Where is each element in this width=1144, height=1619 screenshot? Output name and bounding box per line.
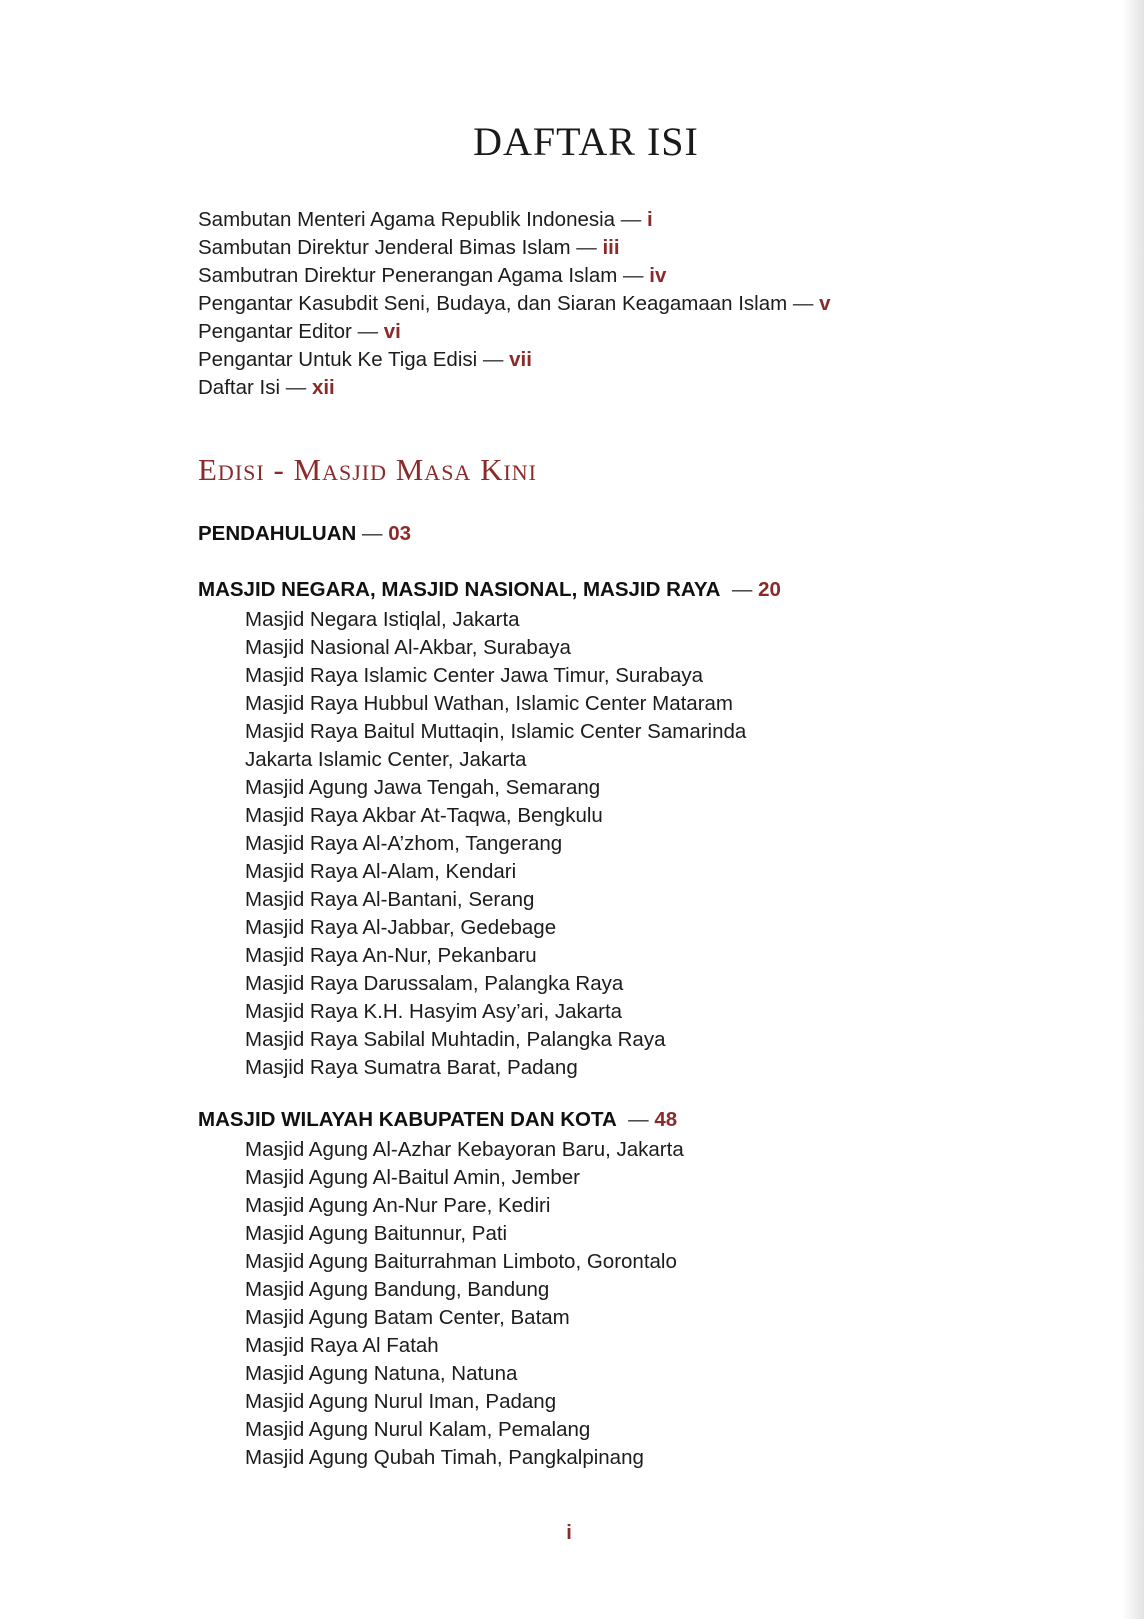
- list-item[interactable]: Masjid Agung Qubah Timah, Pangkalpinang: [245, 1446, 644, 1469]
- toc-entry[interactable]: Pengantar Untuk Ke Tiga Edisi — vii: [198, 348, 532, 371]
- list-item[interactable]: Masjid Raya Baitul Muttaqin, Islamic Center Samarinda: [245, 720, 747, 743]
- toc-page-number: vi: [383, 320, 401, 343]
- page-title: DAFTAR ISI: [473, 119, 699, 164]
- list-item[interactable]: Jakarta Islamic Center, Jakarta: [245, 748, 527, 771]
- section-page-number: 03: [388, 522, 412, 545]
- section-pendahuluan[interactable]: PENDAHULUAN — 03: [198, 522, 412, 545]
- list-item[interactable]: Masjid Agung Batam Center, Batam: [245, 1306, 570, 1329]
- list-item[interactable]: Masjid Agung Natuna, Natuna: [245, 1362, 518, 1385]
- list-item[interactable]: Masjid Raya Sumatra Barat, Padang: [245, 1056, 578, 1079]
- list-item[interactable]: Masjid Raya Al-Alam, Kendari: [245, 860, 517, 883]
- toc-entry-label: Sambutan Direktur Jenderal Bimas Islam: [198, 236, 571, 259]
- section-label: MASJID NEGARA, MASJID NASIONAL, MASJID RAYA: [198, 578, 721, 601]
- section-page-number: 48: [654, 1108, 678, 1131]
- toc-page-number: iv: [649, 264, 667, 287]
- list-item[interactable]: Masjid Agung Baiturrahman Limboto, Gorontalo: [245, 1250, 677, 1273]
- list-item[interactable]: Masjid Agung Al-Azhar Kebayoran Baru, Jakarta: [245, 1138, 684, 1161]
- section-label: MASJID WILAYAH KABUPATEN DAN KOTA: [198, 1108, 617, 1131]
- toc-entry[interactable]: Daftar Isi — xii: [198, 376, 335, 399]
- section-page-number: 20: [758, 578, 781, 601]
- toc-entry[interactable]: Sambutan Direktur Jenderal Bimas Islam — iii: [198, 236, 620, 259]
- toc-entry-label: Sambutan Menteri Agama Republik Indonesia: [198, 208, 616, 231]
- section-masjid-wilayah[interactable]: MASJID WILAYAH KABUPATEN DAN KOTA — 48: [198, 1108, 678, 1131]
- section-label: PENDAHULUAN: [198, 522, 357, 545]
- front-matter-list: [198, 206, 831, 402]
- toc-page-number: vii: [509, 348, 532, 371]
- list-item[interactable]: Masjid Raya Al-Bantani, Serang: [245, 888, 535, 911]
- list-item[interactable]: Masjid Raya An-Nur, Pekanbaru: [245, 944, 537, 967]
- toc-entry[interactable]: Sambutran Direktur Penerangan Agama Islam — iv: [198, 264, 667, 287]
- section2-entries: [245, 1136, 684, 1472]
- list-item[interactable]: Masjid Raya Al-A’zhom, Tangerang: [245, 832, 563, 855]
- list-item[interactable]: Masjid Raya Al-Jabbar, Gedebage: [245, 916, 557, 939]
- toc-entry-label: Daftar Isi: [198, 376, 281, 399]
- toc-entry[interactable]: Pengantar Kasubdit Seni, Budaya, dan Siaran Keagamaan Islam — v: [198, 292, 831, 315]
- list-item[interactable]: Masjid Raya Al Fatah: [245, 1334, 439, 1357]
- section1-entries: [245, 606, 746, 1082]
- toc-entry-label: Pengantar Kasubdit Seni, Budaya, dan Siaran Keagamaan Islam: [198, 292, 788, 315]
- toc-entry-label: Pengantar Editor: [198, 320, 352, 343]
- list-item[interactable]: Masjid Agung Baitunnur, Pati: [245, 1222, 508, 1245]
- list-item[interactable]: Masjid Raya Hubbul Wathan, Islamic Center Mataram: [245, 692, 734, 715]
- list-item[interactable]: Masjid Agung Bandung, Bandung: [245, 1278, 550, 1301]
- toc-page-number: i: [647, 208, 653, 231]
- toc-page-number: iii: [602, 236, 620, 259]
- toc-entry[interactable]: Pengantar Editor — vi: [198, 320, 401, 343]
- list-item[interactable]: Masjid Nasional Al-Akbar, Surabaya: [245, 636, 571, 659]
- page-number: i: [566, 1522, 572, 1544]
- list-item[interactable]: Masjid Raya Akbar At-Taqwa, Bengkulu: [245, 804, 603, 827]
- list-item[interactable]: Masjid Raya Islamic Center Jawa Timur, Surabaya: [245, 664, 704, 687]
- list-item[interactable]: Masjid Agung Jawa Tengah, Semarang: [245, 776, 601, 799]
- toc-page-number: xii: [311, 376, 335, 399]
- edition-title: Edisi - Masjid Masa Kini: [198, 452, 537, 487]
- list-item[interactable]: Masjid Agung An-Nur Pare, Kediri: [245, 1194, 551, 1217]
- toc-page-number: v: [819, 292, 831, 315]
- list-item[interactable]: Masjid Agung Nurul Iman, Padang: [245, 1390, 557, 1413]
- toc-entry-label: Sambutran Direktur Penerangan Agama Islam: [198, 264, 618, 287]
- toc-entry-label: Pengantar Untuk Ke Tiga Edisi: [198, 348, 478, 371]
- list-item[interactable]: Masjid Negara Istiqlal, Jakarta: [245, 608, 520, 631]
- toc-entry[interactable]: Sambutan Menteri Agama Republik Indonesia — i: [198, 208, 653, 231]
- list-item[interactable]: Masjid Raya Sabilal Muhtadin, Palangka Raya: [245, 1028, 666, 1051]
- list-item[interactable]: Masjid Agung Nurul Kalam, Pemalang: [245, 1418, 591, 1441]
- list-item[interactable]: Masjid Raya K.H. Hasyim Asy’ari, Jakarta: [245, 1000, 623, 1023]
- page-edge-shadow: [1122, 0, 1144, 1619]
- list-item[interactable]: Masjid Agung Al-Baitul Amin, Jember: [245, 1166, 580, 1189]
- list-item[interactable]: Masjid Raya Darussalam, Palangka Raya: [245, 972, 624, 995]
- section-masjid-negara[interactable]: MASJID NEGARA, MASJID NASIONAL, MASJID RAYA — 20: [198, 578, 781, 601]
